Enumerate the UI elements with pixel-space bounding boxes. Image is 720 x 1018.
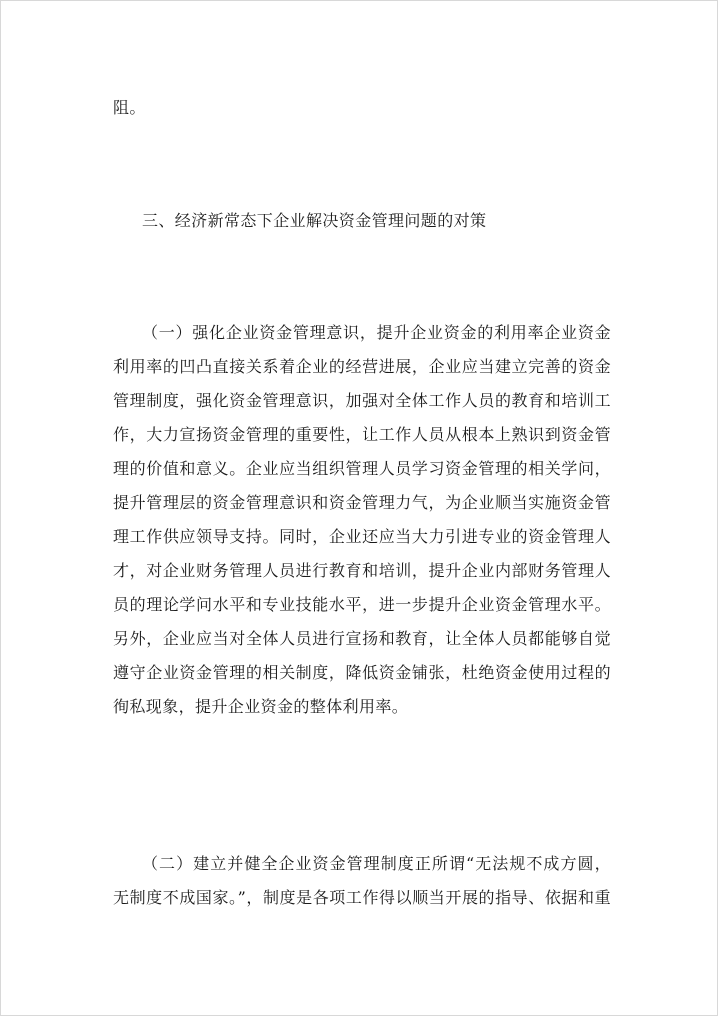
paragraph-line: 理的价值和意义。企业应当组织管理人员学习资金管理的相关学问， <box>113 459 611 478</box>
paragraph-line: 员的理论学问水平和专业技能水平，进一步提升企业资金管理水平。 <box>113 595 611 614</box>
paragraph-end-line: 阻。 <box>113 98 146 117</box>
paragraph-line: 另外，企业应当对全体人员进行宣扬和教育，让全体人员都能够自觉 <box>113 629 611 648</box>
paragraph-line: 管理制度，强化资金管理意识，加强对全体工作人员的教育和培训工 <box>113 391 611 410</box>
subsection-1-heading-line: （一）强化企业资金管理意识，提升企业资金的利用率企业资金 <box>142 323 611 342</box>
subsection-2-heading-line: （二）建立并健全企业资金管理制度正所谓“无法规不成方圆， <box>142 854 611 873</box>
paragraph-line: 理工作供应领导支持。同时，企业还应当大力引进专业的资金管理人 <box>113 527 611 546</box>
paragraph-line: 提升管理层的资金管理意识和资金管理力气，为企业顺当实施资金管 <box>113 493 611 512</box>
paragraph-line: 无制度不成国家。”，制度是各项工作得以顺当开展的指导、依据和重 <box>113 888 611 907</box>
paragraph-line: 才，对企业财务管理人员进行教育和培训，提升企业内部财务管理人 <box>113 561 611 580</box>
section-heading: 三、经济新常态下企业解决资金管理问题的对策 <box>142 211 487 230</box>
paragraph-last-line: 徇私现象，提升企业资金的整体利用率。 <box>113 697 409 716</box>
paragraph-line: 作，大力宣扬资金管理的重要性，让工作人员从根本上熟识到资金管 <box>113 425 611 444</box>
paragraph-line: 遵守企业资金管理的相关制度，降低资金铺张，杜绝资金使用过程的 <box>113 663 611 682</box>
paragraph-line: 利用率的凹凸直接关系着企业的经营进展，企业应当建立完善的资金 <box>113 357 611 376</box>
